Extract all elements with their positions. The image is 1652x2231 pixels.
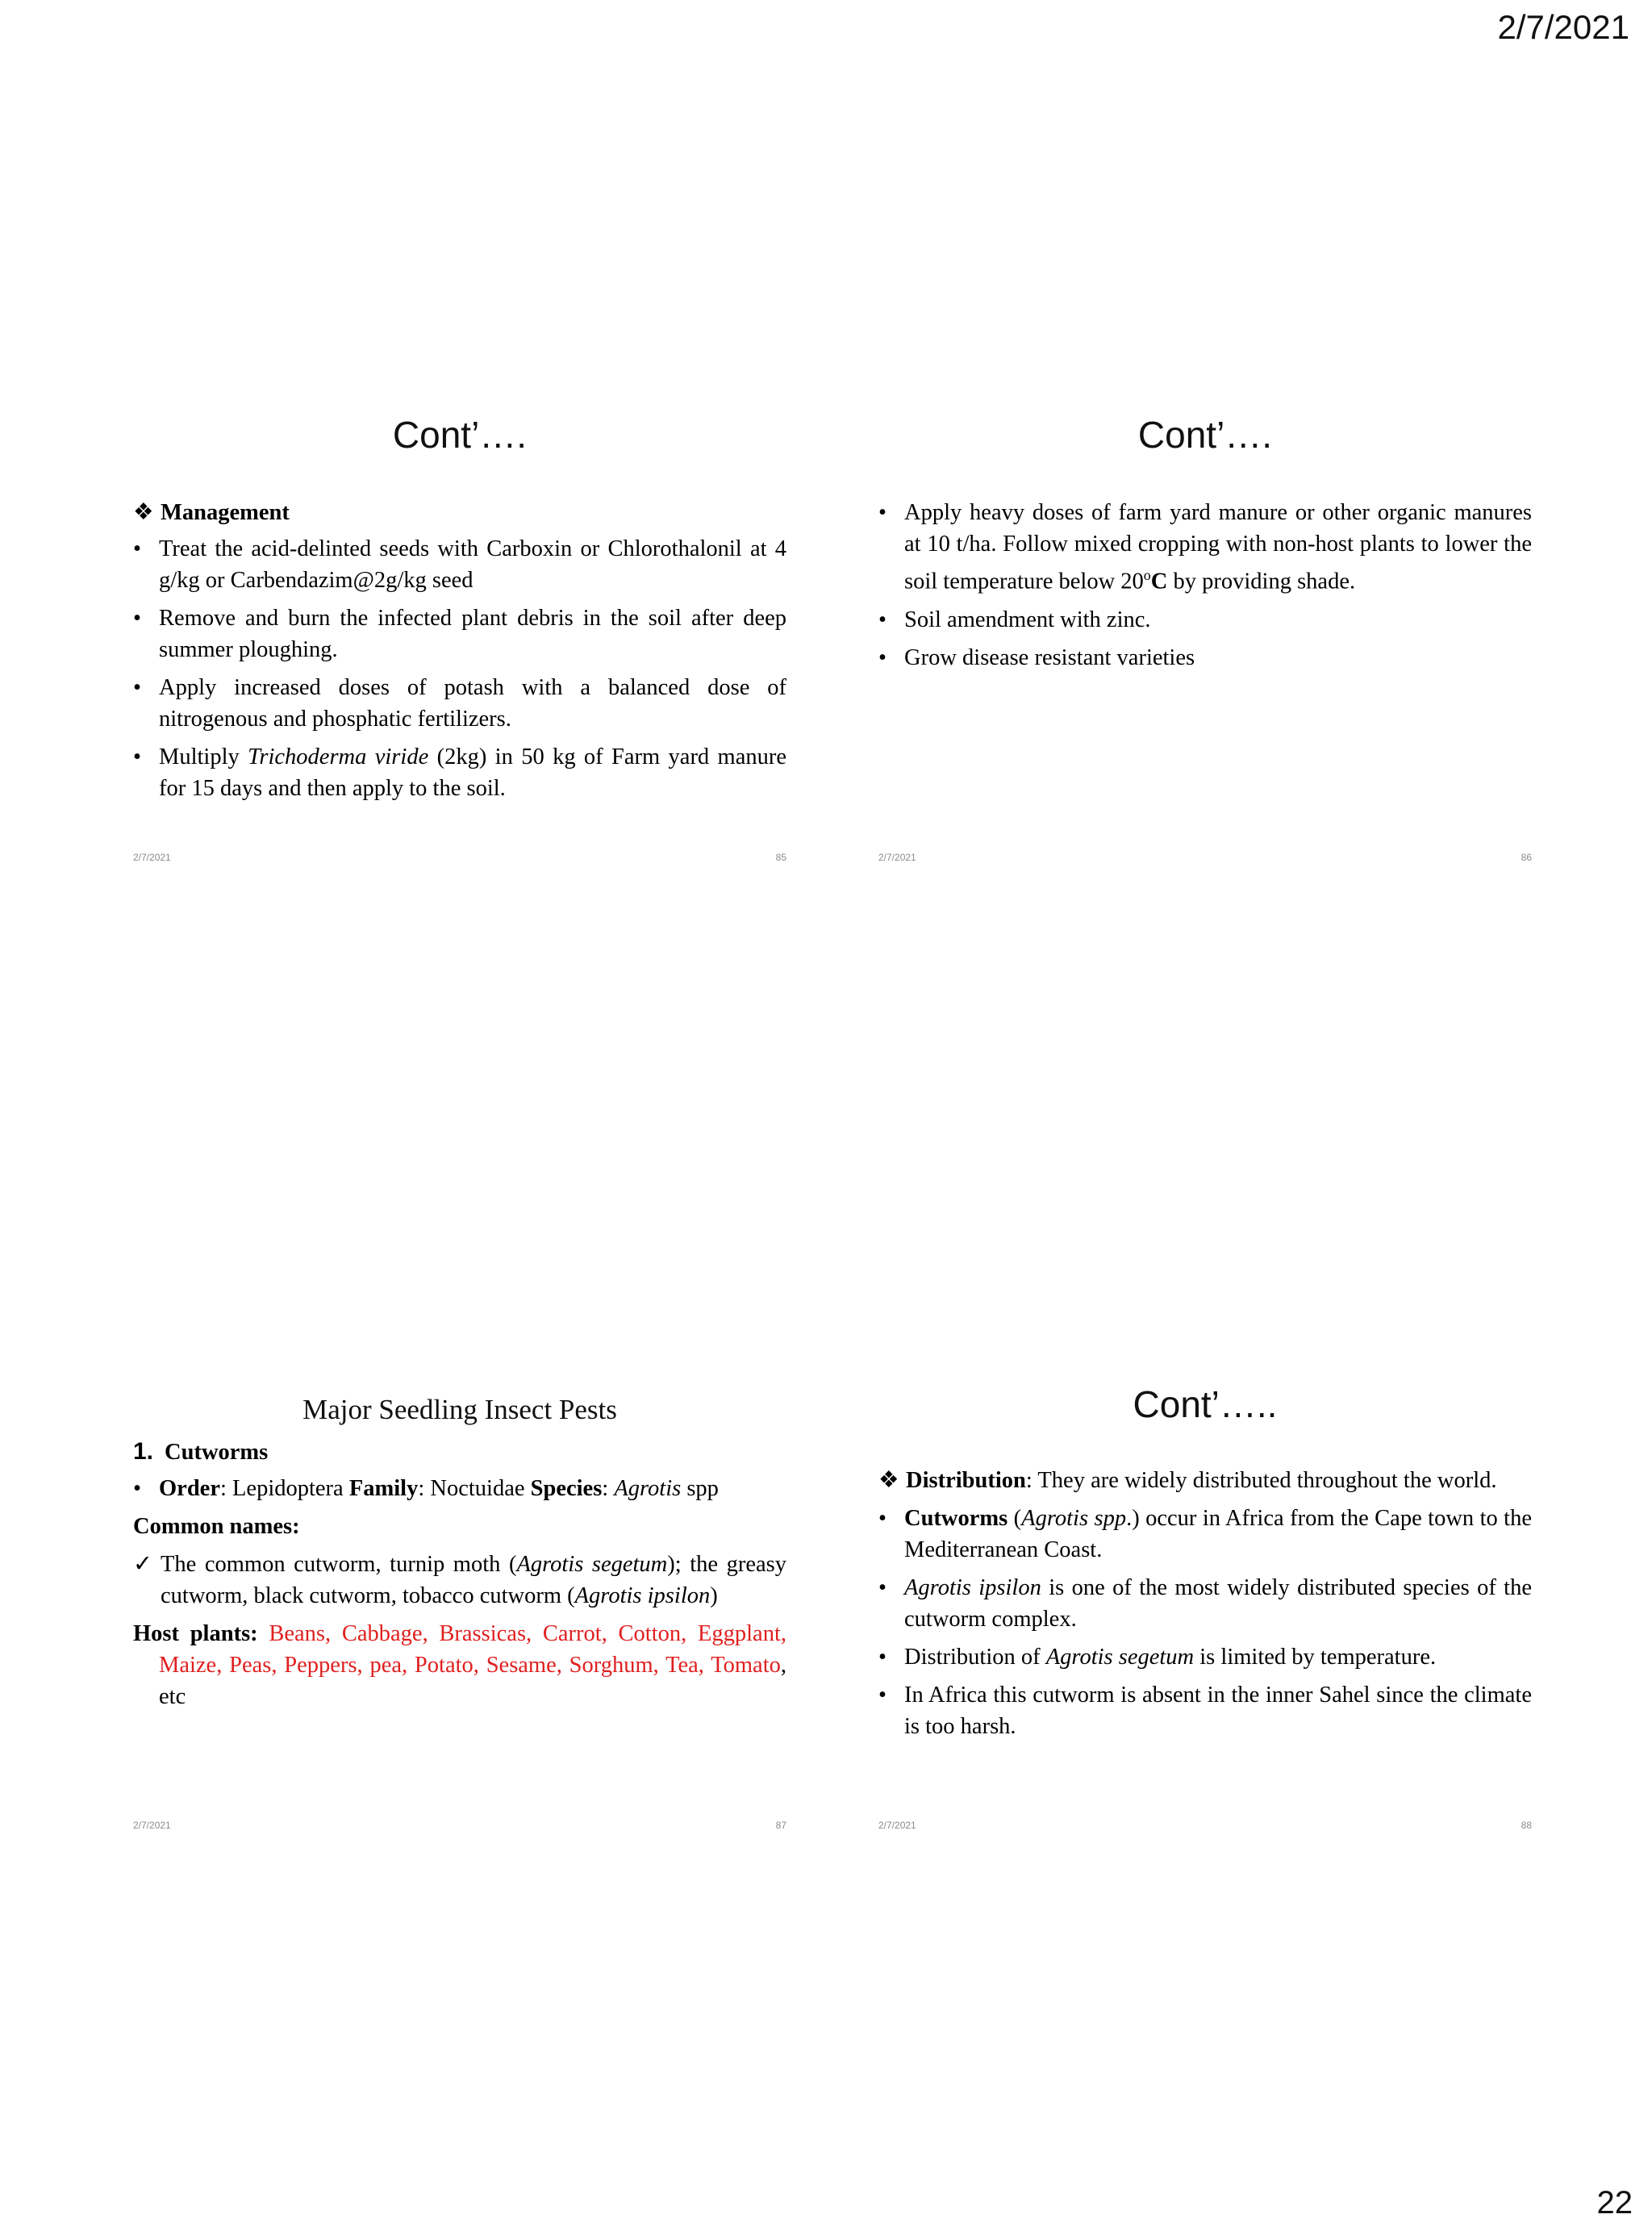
- footer-date: 2/7/2021: [878, 852, 916, 863]
- slide-title: Major Seedling Insect Pests: [302, 1394, 617, 1425]
- list-item: • Soil amendment with zinc.: [878, 604, 1532, 636]
- slide-body: [133, 1436, 786, 1719]
- slide-title: Cont’….: [1137, 414, 1273, 456]
- list-item: • Multiply Trichoderma viride (2kg) in 50 kg of Farm yard manure for 15 days and then apply to the soil.: [133, 741, 786, 804]
- list-item: • Apply heavy doses of farm yard manure or other organic manures at 10 t/ha. Follow mixed cropping with non-host plants to lower the soil temperature below 20$^o$C by providing shade.: [878, 497, 1532, 598]
- host-plants-list: Beans, Cabbage, Brassicas, Carrot, Cotton, Eggplant, Maize, Peas, Peppers, pea, Potato, Sesame, Sorghum, Tea, Tomato: [159, 1621, 786, 1678]
- list-item: • Agrotis ipsilon is one of the most widely distributed species of the cutworm complex.: [878, 1572, 1532, 1635]
- slide-title: Cont’…..: [1133, 1383, 1278, 1425]
- slide-number: 86: [1521, 852, 1532, 863]
- footer-date: 2/7/2021: [133, 1820, 171, 1831]
- footer-date: 2/7/2021: [878, 1820, 916, 1831]
- common-names-item: ✓ The common cutworm, turnip moth (Agrotis segetum); the greasy cutworm, black cutworm, tobacco cutworm (Agrotis ipsilon): [133, 1549, 786, 1612]
- slide-body: [133, 497, 786, 811]
- diamond-bullet-icon: ❖: [878, 1468, 899, 1493]
- list-item: • Grow disease resistant varieties: [878, 642, 1532, 673]
- host-plants-item: Host plants: Beans, Cabbage, Brassicas, Carrot, Cotton, Eggplant, Maize, Peas, Peppers, pea, Potato, Sesame, Sorghum, Tea, Tomato, etc: [133, 1621, 786, 1709]
- page-number: 22: [1596, 2185, 1633, 2221]
- list-item: • Remove and burn the infected plant debris in the soil after deep summer ploughing.: [133, 603, 786, 665]
- slide-title: Cont’….: [392, 414, 528, 456]
- diamond-bullet-icon: ❖: [133, 500, 154, 525]
- check-icon: ✓: [133, 1552, 152, 1577]
- list-item: • Apply increased doses of potash with a balanced dose of nitrogenous and phosphatic fertilizers.: [133, 672, 786, 735]
- footer-date: 2/7/2021: [133, 852, 171, 863]
- slide-number: 85: [775, 852, 786, 863]
- classification-item: • Order: Lepidoptera Family: Noctuidae Species: Agrotis spp: [133, 1473, 786, 1504]
- list-item: • Treat the acid-delinted seeds with Carboxin or Chlorothalonil at 4 g/kg or Carbendazim@2g/kg seed: [133, 533, 786, 596]
- section-heading: 1. Cutworms: [133, 1438, 269, 1465]
- slide-number: 87: [775, 1820, 786, 1831]
- management-heading: ❖ Management: [133, 497, 786, 528]
- list-item: • In Africa this cutworm is absent in the inner Sahel since the climate is too harsh.: [878, 1679, 1532, 1742]
- list-item: • Distribution of Agrotis segetum is limited by temperature.: [878, 1641, 1532, 1673]
- page-date: 2/7/2021: [1497, 8, 1629, 46]
- distribution-item: ❖ Distribution: They are widely distributed throughout the world.: [878, 1465, 1532, 1496]
- slide-body: [878, 497, 1532, 680]
- list-item: • Cutworms (Agrotis spp.) occur in Africa from the Cape town to the Mediterranean Coast.: [878, 1503, 1532, 1566]
- slide-body: [878, 1465, 1532, 1749]
- common-names-heading: Common names:: [133, 1514, 300, 1539]
- slide-number: 88: [1521, 1820, 1532, 1831]
